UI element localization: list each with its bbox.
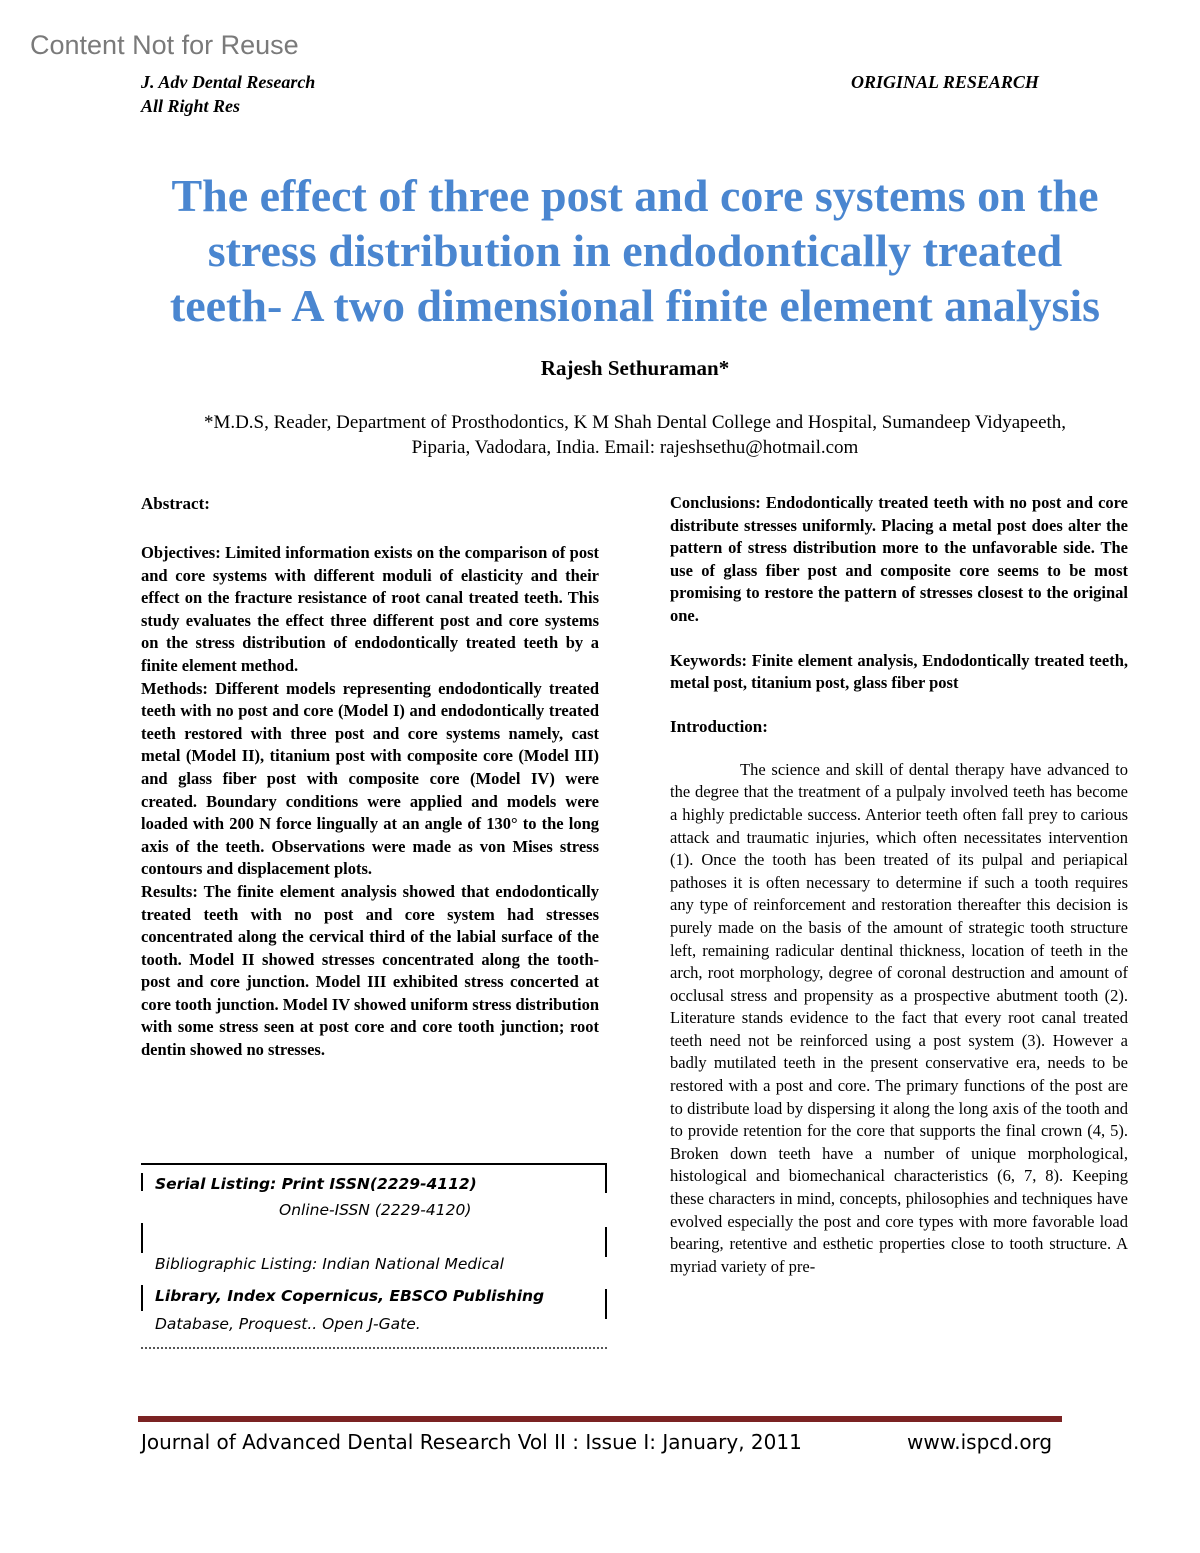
article-type: ORIGINAL RESEARCH [851,72,1039,92]
title-line-2: stress distribution in endodontically treated [207,225,1063,276]
keywords-paragraph [670,650,1128,695]
introduction-heading: Introduction: [670,716,768,736]
keywords-label: Keywords: [670,650,747,670]
conclusions-label: Conclusions: [670,493,761,512]
affiliation [140,410,1130,460]
serial-listing-box [141,1163,607,1349]
box-left-bar-1 [141,1173,143,1191]
conclusions-text: Endodontically treated teeth with no post and core distribute stresses uniformly. Placing a metal post does alter the pattern of stress distribution more to the unfavorable side. The use of glass fiber post and composite core seems to be most promising to restore the pattern of stresses closest to the original one. [670,493,1128,625]
right-column [670,492,1128,1278]
journal-header [141,70,315,118]
box-left-bar-3 [141,1285,143,1311]
journal-header-line2: All Right Res [141,96,241,116]
journal-header-line1: J. Adv Dental Research [141,72,316,92]
objectives-label: Objectives: [141,543,221,562]
box-right-bar-1 [605,1163,607,1193]
methods-paragraph [141,678,599,881]
bibliographic-line-1: Bibliographic Listing: Indian National Medical [155,1255,504,1273]
footer-journal: Journal of Advanced Dental Research Vol II : Issue I: January, 2011 [141,1430,802,1454]
box-top-border [141,1163,607,1165]
results-text: The finite element analysis showed that endodontically treated teeth with no post and core system had stresses concentrated along the cervical third of the labial surface of the tooth. Model II showed stresses concentrated along the tooth-post and core junction. Model III exhibited stress concerted at core tooth junction. Model IV showed uniform stress distribution with some stress seen at post core and core tooth junction; root dentin showed no stresses. [141,881,599,1060]
box-left-bar-2 [141,1223,143,1253]
methods-label: Methods: [141,678,208,698]
box-dotted-border [141,1347,607,1349]
affiliation-line-2: Piparia, Vadodara, India. Email: rajeshsethu@hotmail.com [411,437,859,458]
bibliographic-line-3: Database, Proquest.. Open J-Gate. [155,1315,421,1333]
keywords-text: Finite element analysis, Endodontically treated teeth, metal post, titanium post, glass fiber post [670,650,1128,693]
title-line-1: The effect of three post and core systems on the [171,170,1099,221]
introduction-text: The science and skill of dental therapy have advanced to the degree that the treatment of a pulpaly involved teeth has become a highly predictable success. Anterior teeth often fall prey to carious attack and traumatic injuries, which often necessitates intervention (1). Once the tooth has been treated of its pulpal and periapical pathoses it is often necessary to determine if such a tooth requires any type of reinforcement and restoration thereafter this decision is purely made on the basis of the amount of strategic tooth structure left, remaining radicular dentinal thickness, location of teeth in the arch, root morphology, degree of coronal destruction and amount of occlusal stress and propensity as a prospective abutment tooth (2). Literature stands evidence to the fact that every root canal treated teeth need not be reinforced using a post system (3). However a badly mutilated teeth in the present conservative era, needs to be restored with a post and core. The primary functions of the post are to distribute load by dispersing it along the long axis of the tooth and to provide retention for the core that supports the final crown (4, 5). Broken down teeth have a number of unique morphological, histological and biomechanical characteristics (6, 7, 8). Keeping these characters in mind, concepts, philosophies and techniques have evolved especially the post and core types with more favorable load bearing, retentive and esthetic properties close to tooth structure. A myriad variety of pre- [670,759,1128,1276]
objectives-paragraph [141,542,599,678]
box-right-bar-2 [605,1227,607,1257]
author: Rajesh Sethuraman* [540,356,730,380]
objectives-text: Limited information exists on the comparison of post and core systems with different moduli of elasticity and their effect on the fracture resistance of root canal treated teeth. This study evaluates the effect three different post and core systems on the stress distribution of endodontically treated teeth by a finite element method. [141,543,600,675]
paper-title [140,168,1130,333]
results-paragraph [141,881,599,1062]
footer-website: www.ispcd.org [907,1430,1053,1454]
results-label: Results: [141,881,198,901]
watermark: Content Not for Reuse [30,30,299,60]
online-issn-text: Online-ISSN (2229-4120) [279,1201,472,1219]
methods-text: Different models representing endodontically treated teeth with no post and core (Model I) and endodontically treated teeth restored with three post and core systems namely, cast metal (Model II), titanium post with composite core (Model III) and glass fiber post with composite core (Model IV) were created. Boundary conditions were applied and models were loaded with 200 N force lingually at an angle of 130° to the long axis of the teeth. Observations were made as von Mises stress contours and displacement plots. [141,678,600,879]
bibliographic-line-2: Library, Index Copernicus, EBSCO Publishing [155,1287,545,1305]
serial-listing-text: Serial Listing: Print ISSN(2229-4112) [155,1175,477,1193]
affiliation-line-1: *M.D.S, Reader, Department of Prosthodontics, K M Shah Dental College and Hospital, Sumandeep Vidyapeeth, [203,412,1067,433]
conclusions-paragraph [670,492,1128,628]
box-right-bar-3 [605,1289,607,1319]
title-line-3: teeth- A two dimensional finite element analysis [169,280,1101,331]
abstract-heading: Abstract: [141,494,210,513]
footer-rule [138,1416,1062,1422]
left-column [141,494,599,1062]
